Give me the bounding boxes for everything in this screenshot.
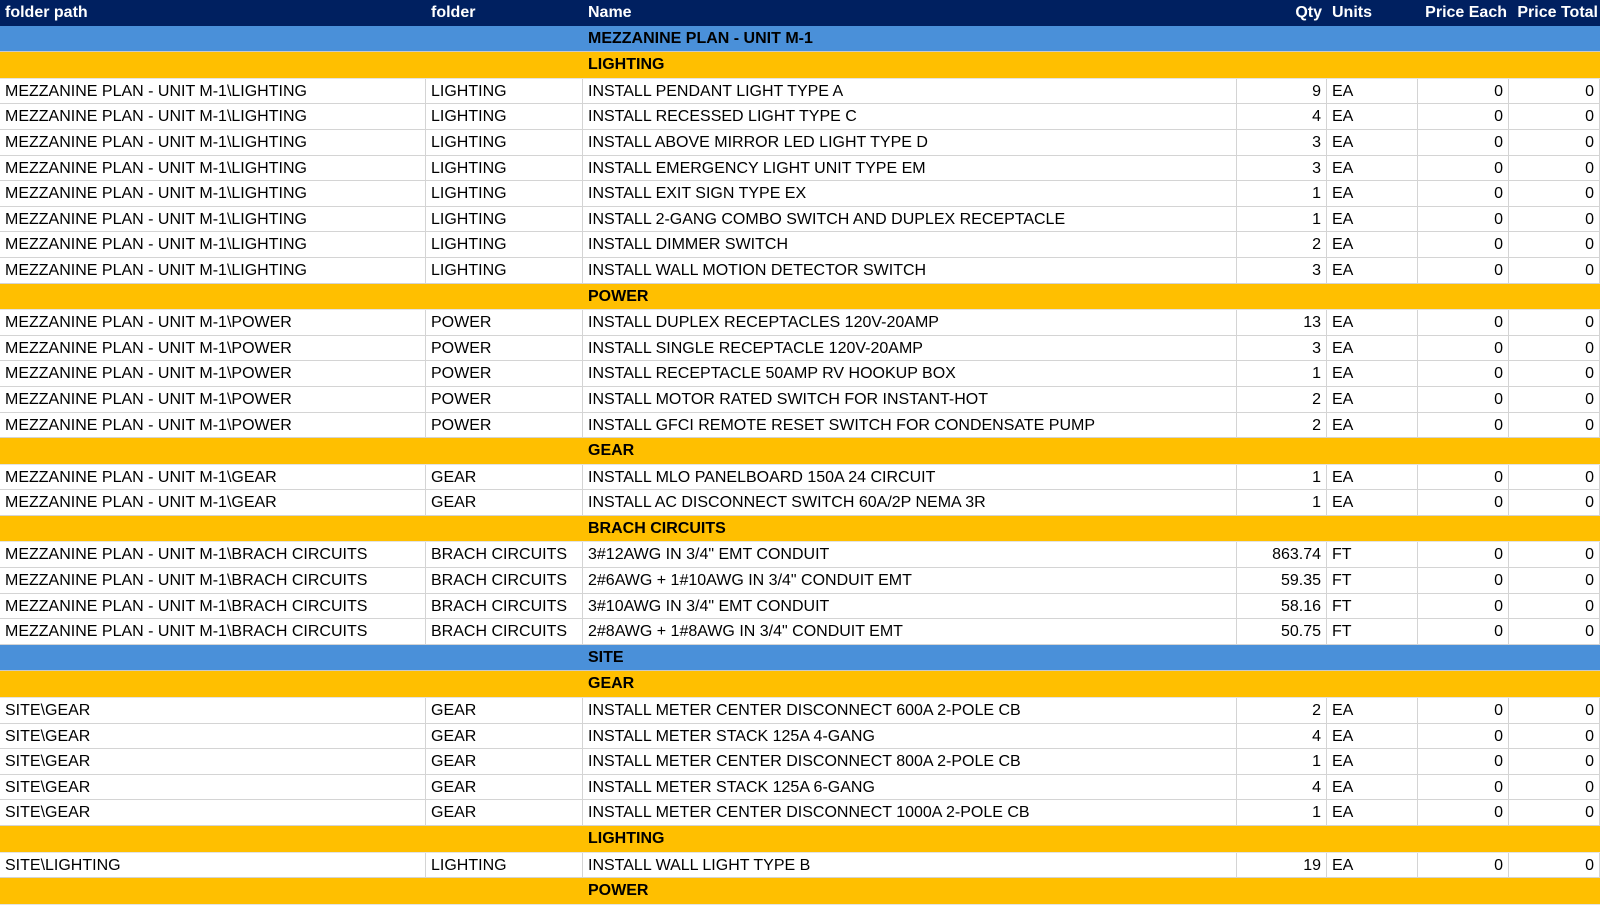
cell-folder[interactable]: BRACH CIRCUITS	[426, 594, 583, 620]
cell-folder-path[interactable]: MEZZANINE PLAN - UNIT M-1\BRACH CIRCUITS	[0, 594, 426, 620]
table-body	[0, 26, 1600, 905]
cell-folder-path[interactable]: SITE\LIGHTING	[0, 853, 426, 879]
cell-units[interactable]: EA	[1327, 232, 1418, 258]
cell-units[interactable]: EA	[1327, 465, 1418, 491]
subsection-header-row	[0, 284, 1600, 311]
cell-name[interactable]: INSTALL METER STACK 125A 4-GANG	[583, 724, 1237, 750]
table-row	[0, 724, 1600, 750]
cell-price-each[interactable]: 0	[1418, 775, 1509, 801]
table-row	[0, 698, 1600, 724]
table-row	[0, 465, 1600, 491]
cell-price-total[interactable]: 0	[1509, 130, 1600, 156]
cell-units[interactable]: EA	[1327, 724, 1418, 750]
subsection-label[interactable]: GEAR	[588, 442, 635, 460]
cell-folder[interactable]: GEAR	[426, 465, 583, 491]
cell-folder-path[interactable]: MEZZANINE PLAN - UNIT M-1\BRACH CIRCUITS	[0, 542, 426, 568]
cell-folder-path[interactable]: MEZZANINE PLAN - UNIT M-1\POWER	[0, 413, 426, 439]
cell-folder-path[interactable]: MEZZANINE PLAN - UNIT M-1\POWER	[0, 310, 426, 336]
cell-price-total[interactable]: 0	[1509, 336, 1600, 362]
table-row	[0, 130, 1600, 156]
cell-qty[interactable]: 19	[1237, 853, 1327, 879]
cell-price-each[interactable]: 0	[1418, 232, 1509, 258]
table-row	[0, 413, 1600, 439]
cell-folder[interactable]: GEAR	[426, 800, 583, 826]
cell-price-each[interactable]: 0	[1418, 698, 1509, 724]
table-row	[0, 490, 1600, 516]
cell-qty[interactable]: 1	[1237, 465, 1327, 491]
subsection-label[interactable]: LIGHTING	[588, 56, 665, 74]
cell-folder-path[interactable]: MEZZANINE PLAN - UNIT M-1\LIGHTING	[0, 156, 426, 182]
cell-folder-path[interactable]: MEZZANINE PLAN - UNIT M-1\POWER	[0, 387, 426, 413]
cell-qty[interactable]: 59.35	[1237, 568, 1327, 594]
header-units[interactable]: Units	[1332, 4, 1372, 21]
cell-price-each[interactable]: 0	[1418, 387, 1509, 413]
cell-folder[interactable]: LIGHTING	[426, 232, 583, 258]
cell-price-each[interactable]: 0	[1418, 594, 1509, 620]
subsection-header-row	[0, 516, 1600, 543]
cell-folder-path[interactable]: SITE\GEAR	[0, 775, 426, 801]
cell-price-total[interactable]: 0	[1509, 594, 1600, 620]
cell-price-total[interactable]: 0	[1509, 413, 1600, 439]
cell-folder[interactable]: BRACH CIRCUITS	[426, 619, 583, 645]
table-row	[0, 310, 1600, 336]
cell-price-each[interactable]: 0	[1418, 568, 1509, 594]
cell-name[interactable]: INSTALL PENDANT LIGHT TYPE A	[583, 79, 1237, 105]
cell-price-each[interactable]: 0	[1418, 104, 1509, 130]
cell-qty[interactable]: 3	[1237, 130, 1327, 156]
cell-qty[interactable]: 2	[1237, 387, 1327, 413]
cell-folder[interactable]: POWER	[426, 336, 583, 362]
cell-name[interactable]: INSTALL ABOVE MIRROR LED LIGHT TYPE D	[583, 130, 1237, 156]
table-row	[0, 568, 1600, 594]
cell-folder[interactable]: LIGHTING	[426, 181, 583, 207]
cell-price-total[interactable]: 0	[1509, 749, 1600, 775]
cell-price-each[interactable]: 0	[1418, 749, 1509, 775]
cell-name[interactable]: INSTALL DUPLEX RECEPTACLES 120V-20AMP	[583, 310, 1237, 336]
cell-price-total[interactable]: 0	[1509, 853, 1600, 879]
cell-price-each[interactable]: 0	[1418, 258, 1509, 284]
cell-units[interactable]: FT	[1327, 594, 1418, 620]
cell-qty[interactable]: 4	[1237, 775, 1327, 801]
cell-folder[interactable]: BRACH CIRCUITS	[426, 542, 583, 568]
cell-qty[interactable]: 50.75	[1237, 619, 1327, 645]
subsection-label[interactable]: LIGHTING	[588, 830, 665, 847]
cell-units[interactable]: EA	[1327, 387, 1418, 413]
cell-price-total[interactable]: 0	[1509, 258, 1600, 284]
table-row	[0, 232, 1600, 258]
subsection-header-row	[0, 52, 1600, 79]
cell-folder[interactable]: POWER	[426, 413, 583, 439]
header-name[interactable]: Name	[588, 4, 632, 21]
cell-units[interactable]: EA	[1327, 79, 1418, 105]
table-row	[0, 800, 1600, 826]
section-header-row	[0, 26, 1600, 53]
cell-name[interactable]: INSTALL METER STACK 125A 6-GANG	[583, 775, 1237, 801]
cell-qty[interactable]: 1	[1237, 361, 1327, 387]
cell-units[interactable]: FT	[1327, 619, 1418, 645]
cell-units[interactable]: EA	[1327, 130, 1418, 156]
section-label[interactable]: MEZZANINE PLAN - UNIT M-1	[588, 29, 813, 47]
cell-qty[interactable]: 1	[1237, 800, 1327, 826]
cell-units[interactable]: EA	[1327, 800, 1418, 826]
cell-price-total[interactable]: 0	[1509, 387, 1600, 413]
cell-price-each[interactable]: 0	[1418, 156, 1509, 182]
cell-units[interactable]: EA	[1327, 698, 1418, 724]
subsection-header-row	[0, 671, 1600, 698]
cell-units[interactable]: EA	[1327, 853, 1418, 879]
cell-qty[interactable]: 4	[1237, 724, 1327, 750]
cell-folder-path[interactable]: SITE\GEAR	[0, 800, 426, 826]
cell-units[interactable]: FT	[1327, 542, 1418, 568]
subsection-label[interactable]: POWER	[588, 287, 649, 305]
section-label[interactable]: SITE	[588, 648, 624, 666]
cell-price-total[interactable]: 0	[1509, 698, 1600, 724]
cell-folder-path[interactable]: MEZZANINE PLAN - UNIT M-1\LIGHTING	[0, 207, 426, 233]
cell-price-each[interactable]: 0	[1418, 800, 1509, 826]
cell-price-total[interactable]: 0	[1509, 104, 1600, 130]
cell-folder-path[interactable]: MEZZANINE PLAN - UNIT M-1\LIGHTING	[0, 232, 426, 258]
cell-folder-path[interactable]: MEZZANINE PLAN - UNIT M-1\LIGHTING	[0, 130, 426, 156]
cell-price-total[interactable]: 0	[1509, 490, 1600, 516]
cell-qty[interactable]: 2	[1237, 698, 1327, 724]
cell-name[interactable]: INSTALL WALL LIGHT TYPE B	[583, 853, 1237, 879]
cell-units[interactable]: EA	[1327, 775, 1418, 801]
table-row	[0, 853, 1600, 879]
table-row	[0, 207, 1600, 233]
cell-folder[interactable]: LIGHTING	[426, 156, 583, 182]
cell-price-each[interactable]: 0	[1418, 465, 1509, 491]
cell-name[interactable]: INSTALL EMERGENCY LIGHT UNIT TYPE EM	[583, 156, 1237, 182]
cell-folder[interactable]: LIGHTING	[426, 853, 583, 879]
table-row	[0, 336, 1600, 362]
cell-price-total[interactable]: 0	[1509, 156, 1600, 182]
table-row	[0, 775, 1600, 801]
cell-price-each[interactable]: 0	[1418, 181, 1509, 207]
table-row	[0, 594, 1600, 620]
cell-name[interactable]: INSTALL MLO PANELBOARD 150A 24 CIRCUIT	[583, 465, 1237, 491]
cell-price-total[interactable]: 0	[1509, 465, 1600, 491]
cell-units[interactable]: EA	[1327, 310, 1418, 336]
table-row	[0, 387, 1600, 413]
cell-name[interactable]: INSTALL DIMMER SWITCH	[583, 232, 1237, 258]
cell-folder-path[interactable]: MEZZANINE PLAN - UNIT M-1\LIGHTING	[0, 79, 426, 105]
cell-price-each[interactable]: 0	[1418, 207, 1509, 233]
cell-folder[interactable]: LIGHTING	[426, 130, 583, 156]
cell-price-each[interactable]: 0	[1418, 336, 1509, 362]
cell-price-total[interactable]: 0	[1509, 207, 1600, 233]
header-price-total[interactable]: Price Total	[1517, 4, 1598, 21]
cell-price-total[interactable]: 0	[1509, 724, 1600, 750]
cell-qty[interactable]: 3	[1237, 336, 1327, 362]
cell-units[interactable]: EA	[1327, 181, 1418, 207]
cell-name[interactable]: INSTALL METER CENTER DISCONNECT 600A 2-POLE CB	[583, 698, 1237, 724]
cell-qty[interactable]: 2	[1237, 232, 1327, 258]
cell-qty[interactable]: 13	[1237, 310, 1327, 336]
cell-qty[interactable]: 2	[1237, 413, 1327, 439]
cell-qty[interactable]: 1	[1237, 490, 1327, 516]
cell-qty[interactable]: 1	[1237, 181, 1327, 207]
cell-price-total[interactable]: 0	[1509, 775, 1600, 801]
cell-price-total[interactable]: 0	[1509, 542, 1600, 568]
cell-price-each[interactable]: 0	[1418, 130, 1509, 156]
cell-folder-path[interactable]: MEZZANINE PLAN - UNIT M-1\LIGHTING	[0, 104, 426, 130]
header-qty[interactable]: Qty	[1295, 4, 1322, 21]
cell-folder[interactable]: GEAR	[426, 775, 583, 801]
cell-name[interactable]: INSTALL 2-GANG COMBO SWITCH AND DUPLEX RECEPTACLE	[583, 207, 1237, 233]
cell-price-total[interactable]: 0	[1509, 79, 1600, 105]
cell-price-total[interactable]: 0	[1509, 568, 1600, 594]
table-row	[0, 258, 1600, 284]
cell-folder[interactable]: POWER	[426, 361, 583, 387]
table-row	[0, 542, 1600, 568]
table-row	[0, 104, 1600, 130]
cell-folder-path[interactable]: MEZZANINE PLAN - UNIT M-1\GEAR	[0, 490, 426, 516]
cell-folder-path[interactable]: MEZZANINE PLAN - UNIT M-1\LIGHTING	[0, 181, 426, 207]
cell-price-each[interactable]: 0	[1418, 361, 1509, 387]
header-row	[0, 0, 1600, 26]
cell-qty[interactable]: 58.16	[1237, 594, 1327, 620]
table-row	[0, 79, 1600, 105]
cell-name[interactable]: INSTALL METER CENTER DISCONNECT 1000A 2-POLE CB	[583, 800, 1237, 826]
cell-folder-path[interactable]: MEZZANINE PLAN - UNIT M-1\POWER	[0, 336, 426, 362]
cell-folder-path[interactable]: MEZZANINE PLAN - UNIT M-1\BRACH CIRCUITS	[0, 568, 426, 594]
cell-name[interactable]: 2#8AWG + 1#8AWG IN 3/4" CONDUIT EMT	[583, 619, 1237, 645]
subsection-header-row	[0, 826, 1600, 853]
cell-folder[interactable]: LIGHTING	[426, 79, 583, 105]
cell-price-each[interactable]: 0	[1418, 490, 1509, 516]
cell-name[interactable]: INSTALL EXIT SIGN TYPE EX	[583, 181, 1237, 207]
cell-qty[interactable]: 3	[1237, 156, 1327, 182]
cell-folder[interactable]: LIGHTING	[426, 104, 583, 130]
cell-units[interactable]: EA	[1327, 104, 1418, 130]
cell-folder[interactable]: GEAR	[426, 749, 583, 775]
cell-units[interactable]: EA	[1327, 413, 1418, 439]
cell-name[interactable]: INSTALL MOTOR RATED SWITCH FOR INSTANT-HOT	[583, 387, 1237, 413]
cell-folder[interactable]: GEAR	[426, 724, 583, 750]
cell-units[interactable]: EA	[1327, 749, 1418, 775]
cell-folder[interactable]: POWER	[426, 310, 583, 336]
cell-price-total[interactable]: 0	[1509, 619, 1600, 645]
subsection-header-row	[0, 878, 1600, 905]
header-folder[interactable]: folder	[431, 4, 476, 21]
cell-qty[interactable]: 1	[1237, 749, 1327, 775]
cell-qty[interactable]: 863.74	[1237, 542, 1327, 568]
subsection-label[interactable]: POWER	[588, 882, 649, 900]
subsection-label[interactable]: BRACH CIRCUITS	[588, 519, 726, 537]
cell-folder-path[interactable]: MEZZANINE PLAN - UNIT M-1\BRACH CIRCUITS	[0, 619, 426, 645]
cell-units[interactable]: EA	[1327, 490, 1418, 516]
header-folder-path[interactable]: folder path	[5, 4, 88, 21]
cell-folder[interactable]: LIGHTING	[426, 207, 583, 233]
cell-price-each[interactable]: 0	[1418, 413, 1509, 439]
cell-price-each[interactable]: 0	[1418, 724, 1509, 750]
cell-units[interactable]: FT	[1327, 568, 1418, 594]
cell-price-total[interactable]: 0	[1509, 310, 1600, 336]
table-row	[0, 749, 1600, 775]
cell-price-each[interactable]: 0	[1418, 310, 1509, 336]
cell-name[interactable]: INSTALL AC DISCONNECT SWITCH 60A/2P NEMA 3R	[583, 490, 1237, 516]
section-header-row	[0, 645, 1600, 672]
cell-price-each[interactable]: 0	[1418, 542, 1509, 568]
cell-units[interactable]: EA	[1327, 258, 1418, 284]
cell-name[interactable]: 3#12AWG IN 3/4" EMT CONDUIT	[583, 542, 1237, 568]
cell-units[interactable]: EA	[1327, 336, 1418, 362]
cell-price-total[interactable]: 0	[1509, 361, 1600, 387]
cell-units[interactable]: EA	[1327, 207, 1418, 233]
table-row	[0, 156, 1600, 182]
cell-units[interactable]: EA	[1327, 361, 1418, 387]
cell-name[interactable]: 2#6AWG + 1#10AWG IN 3/4" CONDUIT EMT	[583, 568, 1237, 594]
cell-name[interactable]: INSTALL METER CENTER DISCONNECT 800A 2-POLE CB	[583, 749, 1237, 775]
cell-qty[interactable]: 9	[1237, 79, 1327, 105]
cell-name[interactable]: INSTALL RECEPTACLE 50AMP RV HOOKUP BOX	[583, 361, 1237, 387]
cell-folder-path[interactable]: SITE\GEAR	[0, 749, 426, 775]
cell-folder-path[interactable]: SITE\GEAR	[0, 698, 426, 724]
table-row	[0, 181, 1600, 207]
cell-folder-path[interactable]: MEZZANINE PLAN - UNIT M-1\GEAR	[0, 465, 426, 491]
cell-qty[interactable]: 1	[1237, 207, 1327, 233]
cell-folder-path[interactable]: MEZZANINE PLAN - UNIT M-1\POWER	[0, 361, 426, 387]
cell-price-each[interactable]: 0	[1418, 619, 1509, 645]
cell-folder[interactable]: GEAR	[426, 698, 583, 724]
cell-price-total[interactable]: 0	[1509, 800, 1600, 826]
cell-name[interactable]: INSTALL WALL MOTION DETECTOR SWITCH	[583, 258, 1237, 284]
cell-qty[interactable]: 4	[1237, 104, 1327, 130]
cell-price-each[interactable]: 0	[1418, 853, 1509, 879]
cell-name[interactable]: INSTALL SINGLE RECEPTACLE 120V-20AMP	[583, 336, 1237, 362]
header-price-each[interactable]: Price Each	[1425, 4, 1507, 21]
cell-units[interactable]: EA	[1327, 156, 1418, 182]
cell-folder-path[interactable]: SITE\GEAR	[0, 724, 426, 750]
cell-price-total[interactable]: 0	[1509, 232, 1600, 258]
cell-folder[interactable]: BRACH CIRCUITS	[426, 568, 583, 594]
cell-qty[interactable]: 3	[1237, 258, 1327, 284]
cell-price-total[interactable]: 0	[1509, 181, 1600, 207]
cell-price-each[interactable]: 0	[1418, 79, 1509, 105]
cell-name[interactable]: INSTALL GFCI REMOTE RESET SWITCH FOR CONDENSATE PUMP	[583, 413, 1237, 439]
cell-folder-path[interactable]: MEZZANINE PLAN - UNIT M-1\LIGHTING	[0, 258, 426, 284]
cell-name[interactable]: INSTALL RECESSED LIGHT TYPE C	[583, 104, 1237, 130]
table-row	[0, 361, 1600, 387]
cell-folder[interactable]: GEAR	[426, 490, 583, 516]
cell-folder[interactable]: POWER	[426, 387, 583, 413]
subsection-header-row	[0, 438, 1600, 465]
cell-name[interactable]: 3#10AWG IN 3/4" EMT CONDUIT	[583, 594, 1237, 620]
cell-folder[interactable]: LIGHTING	[426, 258, 583, 284]
table-row	[0, 619, 1600, 645]
subsection-label[interactable]: GEAR	[588, 675, 635, 693]
